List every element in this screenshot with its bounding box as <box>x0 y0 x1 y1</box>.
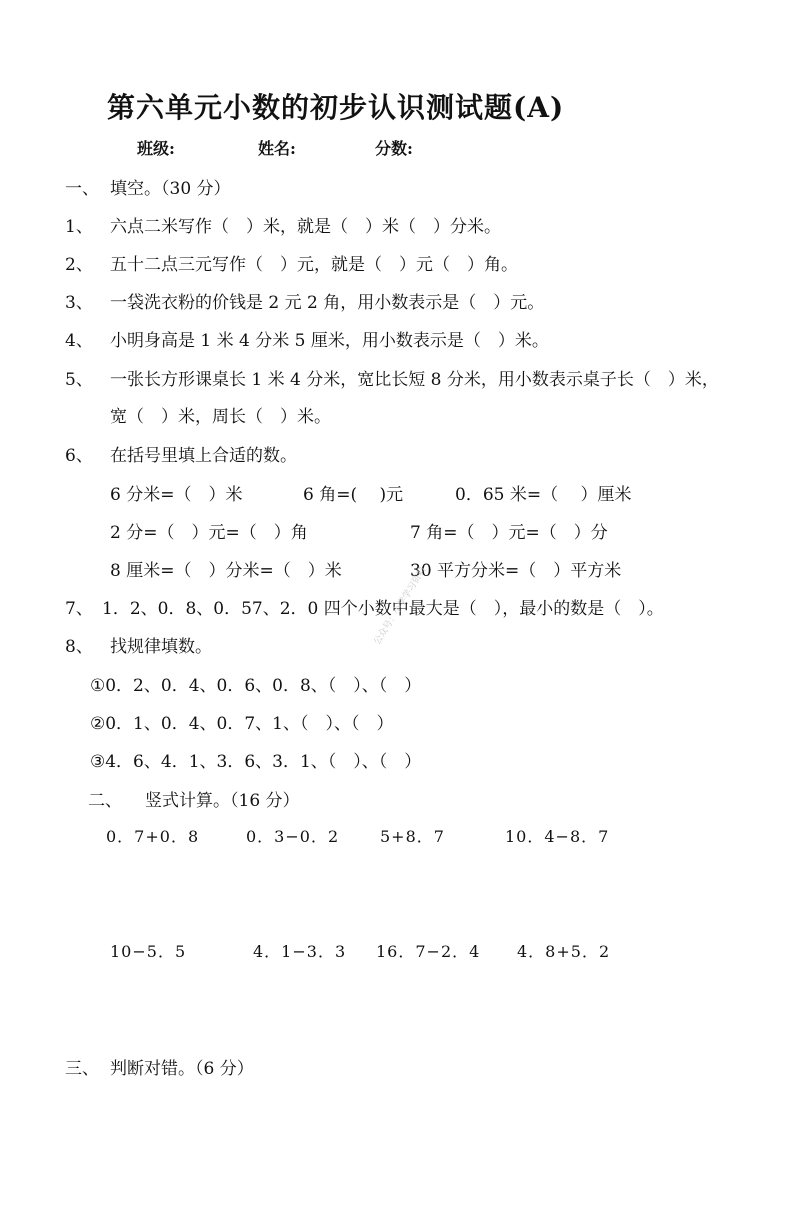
q7-number: 7、 <box>65 599 93 619</box>
q4-number: 4、 <box>65 331 93 351</box>
calc-problem: 0．7+0．8 <box>106 827 200 846</box>
q6-number: 6、 <box>65 446 93 466</box>
calc-problem: 4．1−3．3 <box>253 942 347 961</box>
watermark: 公众号：小学学习资料 <box>372 565 429 647</box>
q6-item: 2 分=（ ）元=（ ）角 <box>110 523 308 543</box>
section3-number: 三、 <box>65 1059 99 1079</box>
q6-item: 7 角=（ ）元=（ ）分 <box>410 523 608 543</box>
class-label: 班级: <box>137 139 175 158</box>
q8-sequence-3: ③4．6、4．1、3．6、3．1、（ ）、（ ） <box>90 752 422 772</box>
page-title: 第六单元小数的初步认识测试题(A) <box>107 91 565 124</box>
section3-heading: 判断对错。（6 分） <box>110 1059 254 1079</box>
score-label: 分数: <box>375 139 413 158</box>
calc-problem: 0．3−0．2 <box>246 827 340 846</box>
name-label: 姓名: <box>258 139 296 158</box>
q3-text: 一袋洗衣粉的价钱是 2 元 2 角，用小数表示是（ ）元。 <box>110 293 545 313</box>
q6-item: 30 平方分米=（ ）平方米 <box>410 561 622 581</box>
calc-problem: 4．8+5．2 <box>517 942 611 961</box>
q7-text: 1．2、0．8、0．57、2．0 四个小数中最大是（ ），最小的数是（ ）。 <box>102 599 664 619</box>
q4-text: 小明身高是 1 米 4 分米 5 厘米，用小数表示是（ ）米。 <box>110 331 549 351</box>
q6-item: 6 分米=（ ）米 <box>110 485 243 505</box>
section1-heading: 填空。（30 分） <box>110 179 231 199</box>
q8-sequence-1: ①0．2、0．4、0．6、0．8、（ ）、（ ） <box>90 676 422 696</box>
q6-text: 在括号里填上合适的数。 <box>110 446 297 466</box>
q2-number: 2、 <box>65 255 93 275</box>
q1-text: 六点二米写作（ ）米，就是（ ）米（ ）分米。 <box>110 217 501 237</box>
q3-number: 3、 <box>65 293 93 313</box>
q5-text: 一张长方形课桌长 1 米 4 分米，宽比长短 8 分米，用小数表示桌子长（ ）米， <box>110 370 719 390</box>
calc-problem: 5+8．7 <box>380 827 445 846</box>
section2-heading: 竖式计算。（16 分） <box>145 791 300 811</box>
section2-number: 二、 <box>88 791 122 811</box>
q2-text: 五十二点三元写作（ ）元，就是（ ）元（ ）角。 <box>110 255 518 275</box>
q6-item: 6 角=( )元 <box>303 485 404 505</box>
q5-text-continued: 宽（ ）米，周长（ ）米。 <box>110 407 331 427</box>
calc-problem: 10．4−8．7 <box>505 827 610 846</box>
q1-number: 1、 <box>65 217 93 237</box>
q6-item: 8 厘米=（ ）分米=（ ）米 <box>110 561 342 581</box>
q8-sequence-2: ②0．1、0．4、0．7、1、（ ）、（ ） <box>90 714 394 734</box>
q8-number: 8、 <box>65 637 93 657</box>
section1-number: 一、 <box>65 179 99 199</box>
q5-number: 5、 <box>65 370 93 390</box>
q8-text: 找规律填数。 <box>110 637 212 657</box>
calc-problem: 16．7−2．4 <box>376 942 481 961</box>
q6-item: 0．65 米=（ ）厘米 <box>455 485 632 505</box>
calc-problem: 10−5．5 <box>110 942 187 961</box>
